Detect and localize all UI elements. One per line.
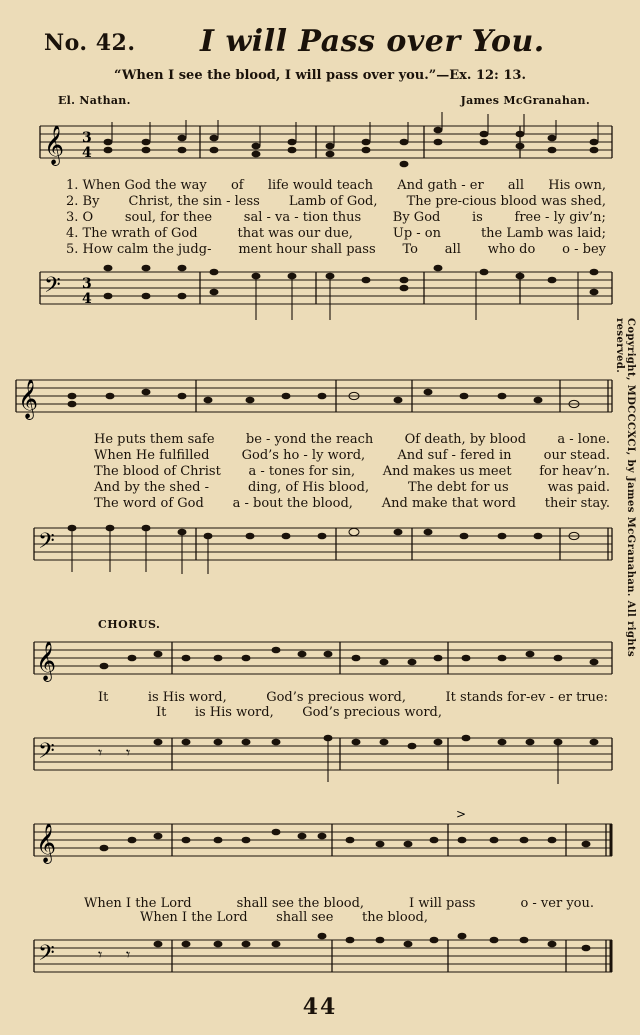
chorus-lyrics-bass-1: It is His word, God’s precious word, (156, 705, 442, 720)
svg-text:4: 4 (82, 145, 92, 161)
treble-clef-icon: 𝄞 (44, 125, 65, 165)
rest-icon: 𝄾 (98, 743, 103, 762)
composer-credit: James McGranahan. (460, 94, 590, 107)
treble-clef-icon: 𝄞 (36, 641, 57, 681)
treble-staff-1 (0, 120, 640, 180)
copyright-notice: Copyright, MDCCCXCI, by James McGranahan. All rights reserved. (614, 318, 636, 658)
hymn-number: No. 42. (44, 30, 136, 56)
rest-icon: 𝄾 (126, 945, 131, 964)
verse-lyrics-line2 (94, 432, 610, 512)
verse-5-line2: The word of God a - bout the blood, And make that word their stay. (94, 496, 610, 511)
chorus-lyrics-main-1: It is His word, God’s precious word, It stands for-ev - er true: (98, 690, 608, 705)
hymn-title: I will Pass over You. (200, 24, 545, 59)
treble-clef-icon: 𝄞 (18, 379, 39, 419)
rest-icon: 𝄾 (126, 743, 131, 762)
notes-icon (154, 735, 599, 750)
rest-icon: 𝄾 (98, 945, 103, 964)
verse-1-line: 1. When God the way of life would teach And gath - er all His own, (66, 178, 606, 193)
verse-1-line2: He puts them safe be - yond the reach Of death, by blood a - lone. (94, 432, 610, 447)
scripture-reference: “When I see the blood, I will pass over you.”—Ex. 12: 13. (113, 68, 526, 83)
treble-clef-icon: 𝄞 (36, 823, 57, 863)
bass-clef-icon: 𝄢 (38, 529, 55, 559)
verse-5-line: 5. How calm the judg- ment hour shall pass To all who do o - bey (66, 242, 606, 257)
verse-4-line2: And by the shed - ding, of His blood, The debt for us was paid. (94, 480, 610, 495)
bass-clef-icon: 𝄢 (38, 739, 55, 769)
verse-2-line: 2. By Christ, the sin - less Lamb of God, The pre-cious blood was shed, (66, 194, 606, 209)
chorus-lyrics-bass-2: When I the Lord shall see the blood, (140, 910, 428, 925)
bass-staff-1 (0, 262, 640, 332)
notes-icon (68, 525, 580, 540)
chorus-label: CHORUS. (98, 618, 161, 631)
notes-icon (68, 389, 580, 408)
treble-staff-3 (0, 636, 640, 696)
chorus-lyrics-main-2: When I the Lord shall see the blood, I will pass o - ver you. (84, 896, 594, 911)
treble-staff-4 (0, 807, 640, 888)
verse-3-line: 3. O soul, for thee sal - va - tion thus By God is free - ly giv’n; (66, 210, 606, 225)
bass-staff-2 (0, 518, 640, 588)
bass-clef-icon: 𝄢 (38, 941, 55, 971)
svg-text:4: 4 (82, 291, 92, 307)
bass-staff-3 (0, 728, 640, 798)
time-signature-icon: 3 (82, 130, 92, 146)
verse-lyrics-line1 (66, 178, 606, 258)
verse-4-line: 4. The wrath of God that was our due, Up - on the Lamb was laid; (66, 226, 606, 241)
bass-clef-icon: 𝄢 (44, 273, 61, 303)
page-number: 44 (302, 994, 338, 1020)
verse-3-line2: The blood of Christ a - tones for sin, And makes us meet for heav’n. (94, 464, 610, 479)
accent-icon: > (456, 807, 467, 821)
bass-staff-4 (0, 934, 640, 994)
treble-staff-2 (0, 374, 640, 434)
verse-2-line2: When He fulfilled God’s ho - ly word, And suf - fered in our stead. (94, 448, 610, 463)
time-signature-icon: 3 (82, 276, 92, 292)
notes-icon (104, 265, 599, 300)
lyricist-credit: El. Nathan. (58, 94, 131, 107)
